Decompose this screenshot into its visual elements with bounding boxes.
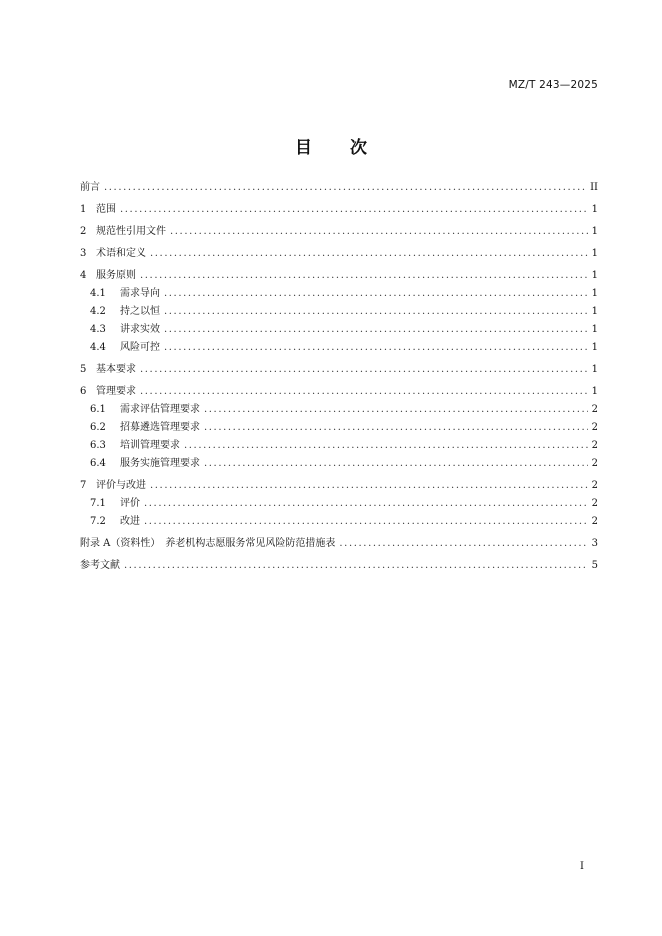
toc-page-number: 1	[591, 306, 598, 317]
toc-page-number: 1	[591, 386, 598, 397]
toc-leader-dots	[124, 557, 588, 575]
toc-page-number: 1	[591, 324, 598, 335]
toc-leader-dots	[150, 477, 588, 495]
toc-number: 5	[80, 364, 87, 375]
toc-page-number: 5	[591, 560, 598, 571]
toc-page-number: 1	[591, 204, 598, 215]
toc-page-number: 2	[591, 498, 598, 509]
toc-subentry[interactable]	[80, 455, 598, 473]
toc-label: 风险可控	[120, 342, 160, 353]
page-number: I	[580, 861, 584, 872]
toc-page-number: II	[590, 182, 598, 193]
toc-subentry[interactable]	[80, 321, 598, 339]
toc-leader-dots	[150, 245, 588, 263]
toc-leader-dots	[164, 339, 588, 357]
toc-number: 7	[80, 480, 87, 491]
toc-entry[interactable]	[80, 361, 598, 379]
toc-number: 1	[80, 204, 87, 215]
toc-label: 持之以恒	[120, 306, 160, 317]
table-of-contents	[80, 179, 598, 575]
toc-entry[interactable]	[80, 267, 598, 285]
toc-entry[interactable]	[80, 383, 598, 401]
toc-number: 4.3	[90, 324, 106, 335]
toc-leader-dots	[204, 419, 588, 437]
standard-code: MZ/T 243—2025	[508, 79, 598, 91]
toc-label: 规范性引用文件	[96, 226, 166, 237]
toc-subentry[interactable]	[80, 495, 598, 513]
toc-number: 6.3	[90, 440, 106, 451]
toc-label: 参考文献	[80, 560, 120, 571]
toc-number: 4.4	[90, 342, 106, 353]
toc-subentry[interactable]	[80, 513, 598, 531]
toc-subentry[interactable]	[80, 419, 598, 437]
toc-entry[interactable]	[80, 477, 598, 495]
toc-page-number: 1	[591, 342, 598, 353]
title-char-2: 次	[350, 138, 367, 158]
toc-leader-dots	[104, 179, 586, 197]
toc-page-number: 2	[591, 458, 598, 469]
toc-entry[interactable]	[80, 535, 598, 553]
toc-page-number: 1	[591, 288, 598, 299]
toc-label: 范围	[96, 204, 116, 215]
toc-subentry[interactable]	[80, 437, 598, 455]
toc-leader-dots	[140, 383, 588, 401]
toc-label: 前言	[80, 182, 100, 193]
toc-number: 2	[80, 226, 87, 237]
toc-leader-dots	[140, 267, 588, 285]
toc-page-number: 1	[591, 248, 598, 259]
toc-leader-dots	[164, 303, 588, 321]
toc-leader-dots	[144, 495, 588, 513]
toc-number: 4.2	[90, 306, 106, 317]
page-title	[0, 133, 662, 158]
toc-label: 招募遴选管理要求	[120, 422, 200, 433]
toc-number: 4.1	[90, 288, 106, 299]
toc-subentry[interactable]	[80, 339, 598, 357]
toc-label: 评价	[120, 498, 140, 509]
toc-number: 6.4	[90, 458, 106, 469]
toc-label: 评价与改进	[96, 480, 146, 491]
toc-entry[interactable]	[80, 245, 598, 263]
toc-label: 讲求实效	[120, 324, 160, 335]
toc-number: 4	[80, 270, 87, 281]
toc-label: 基本要求	[96, 364, 136, 375]
toc-entry[interactable]	[80, 223, 598, 241]
toc-number: 7.1	[90, 498, 106, 509]
toc-subentry[interactable]	[80, 401, 598, 419]
toc-leader-dots	[204, 401, 588, 419]
toc-leader-dots	[140, 361, 588, 379]
toc-leader-dots	[170, 223, 588, 241]
toc-label: 服务原则	[96, 270, 136, 281]
toc-leader-dots	[204, 455, 588, 473]
toc-leader-dots	[339, 535, 587, 553]
toc-number: 6	[80, 386, 87, 397]
toc-label: 术语和定义	[96, 248, 146, 259]
toc-page-number: 1	[591, 270, 598, 281]
toc-leader-dots	[164, 321, 588, 339]
toc-leader-dots	[164, 285, 588, 303]
toc-number: 3	[80, 248, 87, 259]
toc-leader-dots	[144, 513, 588, 531]
toc-label: 需求评估管理要求	[120, 404, 200, 415]
toc-subentry[interactable]	[80, 303, 598, 321]
toc-leader-dots	[184, 437, 588, 455]
toc-number: 6.2	[90, 422, 106, 433]
toc-page-number: 1	[591, 226, 598, 237]
toc-page-number: 1	[591, 364, 598, 375]
toc-number: 6.1	[90, 404, 106, 415]
toc-label: 管理要求	[96, 386, 136, 397]
toc-entry[interactable]	[80, 557, 598, 575]
toc-number: 7.2	[90, 516, 106, 527]
toc-page-number: 2	[591, 440, 598, 451]
toc-subentry[interactable]	[80, 285, 598, 303]
toc-label: 需求导向	[120, 288, 160, 299]
toc-leader-dots	[120, 201, 588, 219]
toc-page-number: 2	[591, 516, 598, 527]
toc-entry[interactable]	[80, 179, 598, 197]
toc-page-number: 2	[591, 404, 598, 415]
toc-label: 改进	[120, 516, 140, 527]
toc-label: 附录 A（资料性） 养老机构志愿服务常见风险防范措施表	[80, 538, 336, 549]
toc-page-number: 2	[591, 480, 598, 491]
toc-label: 培训管理要求	[120, 440, 180, 451]
title-char-1: 目	[295, 138, 312, 158]
toc-page-number: 3	[591, 538, 598, 549]
toc-label: 服务实施管理要求	[120, 458, 200, 469]
toc-entry[interactable]	[80, 201, 598, 219]
toc-page-number: 2	[591, 422, 598, 433]
